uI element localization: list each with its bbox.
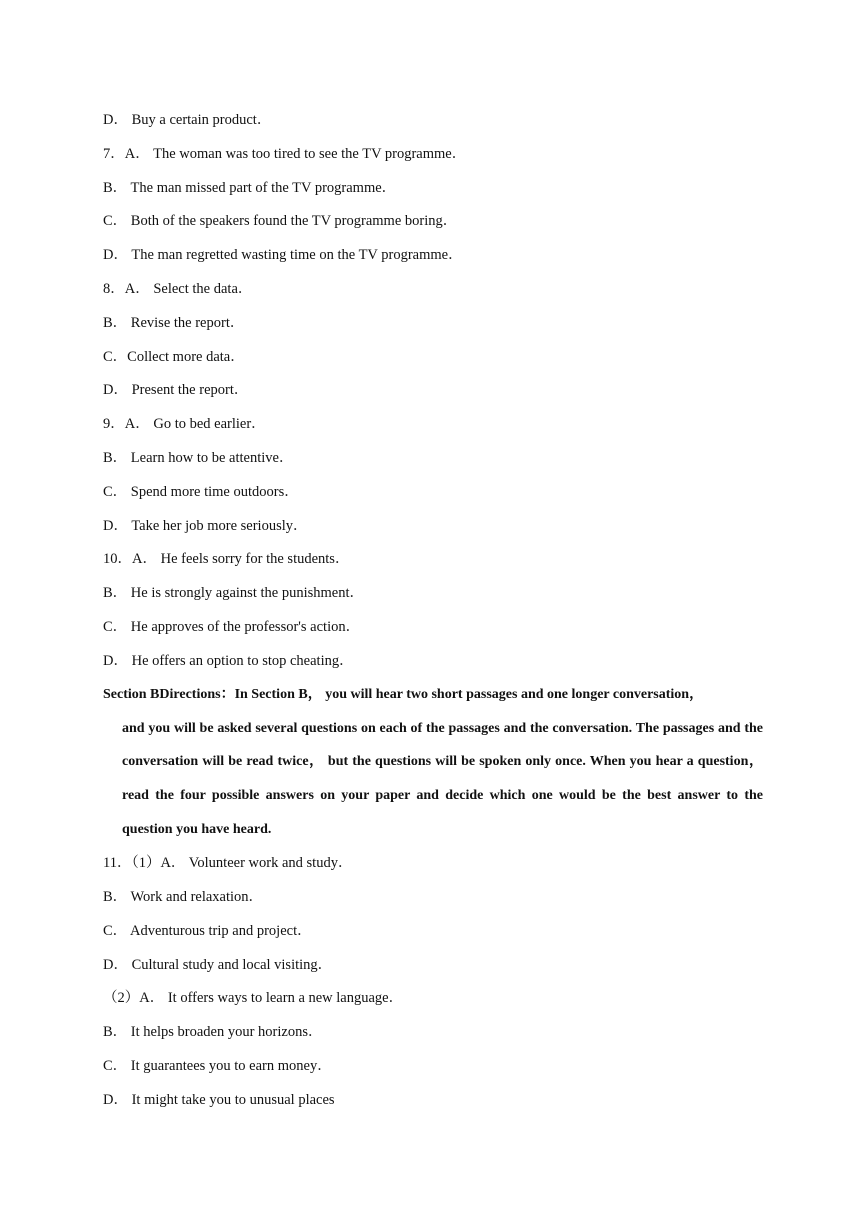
option-line: B． The man missed part of the TV programme． <box>103 179 397 196</box>
option-line: D． He offers an option to stop cheating． <box>103 652 354 669</box>
question-line: 7．A． The woman was too tired to see the TV programme． <box>103 145 467 162</box>
option-line: C． He approves of the professor's action． <box>103 618 361 635</box>
question-line: 10．A． He feels sorry for the students． <box>103 551 350 568</box>
question-line: 11．（1）A． Volunteer work and study． <box>103 855 353 872</box>
question-line: 8．A． Select the data． <box>103 280 253 297</box>
section-b-body: and you will be asked several questions on each of the passages and the conversation. The passages and the conversation will be read twice， but the questions will be spoken only once. When you hear a question， read the four possible answers on your paper and decide which one would be the best answer to the question you have heard. <box>122 720 763 837</box>
option-line: B． Work and relaxation． <box>103 889 264 906</box>
option-line: D． The man regretted wasting time on the TV programme． <box>103 247 463 264</box>
option-line: C． Both of the speakers found the TV programme boring． <box>103 213 458 230</box>
option-line: B． He is strongly against the punishment． <box>103 585 364 602</box>
option-line: D． Cultural study and local visiting． <box>103 956 333 973</box>
option-line: B． Revise the report． <box>103 314 245 331</box>
question-line: 9．A． Go to bed earlier． <box>103 416 266 433</box>
option-line: C．Collect more data． <box>103 348 245 365</box>
option-line: D． Buy a certain product． <box>103 112 272 128</box>
option-line: B． It helps broaden your horizons． <box>103 1024 323 1041</box>
option-line: D． It might take you to unusual places <box>103 1091 335 1108</box>
option-line: C． Spend more time outdoors． <box>103 483 299 500</box>
document-content <box>103 108 763 1122</box>
option-line: C． It guarantees you to earn money． <box>103 1058 332 1075</box>
option-line: D． Take her job more seriously． <box>103 517 308 534</box>
section-b-heading: Section BDirections：In Section B， you will hear two short passages and one longer conversation， <box>103 686 704 702</box>
option-line: D． Present the report． <box>103 382 249 399</box>
question-line: （2）A． It offers ways to learn a new language． <box>103 990 404 1007</box>
option-line: C． Adventurous trip and project． <box>103 922 312 939</box>
option-line: B． Learn how to be attentive． <box>103 449 294 466</box>
section-b-directions <box>103 678 763 847</box>
